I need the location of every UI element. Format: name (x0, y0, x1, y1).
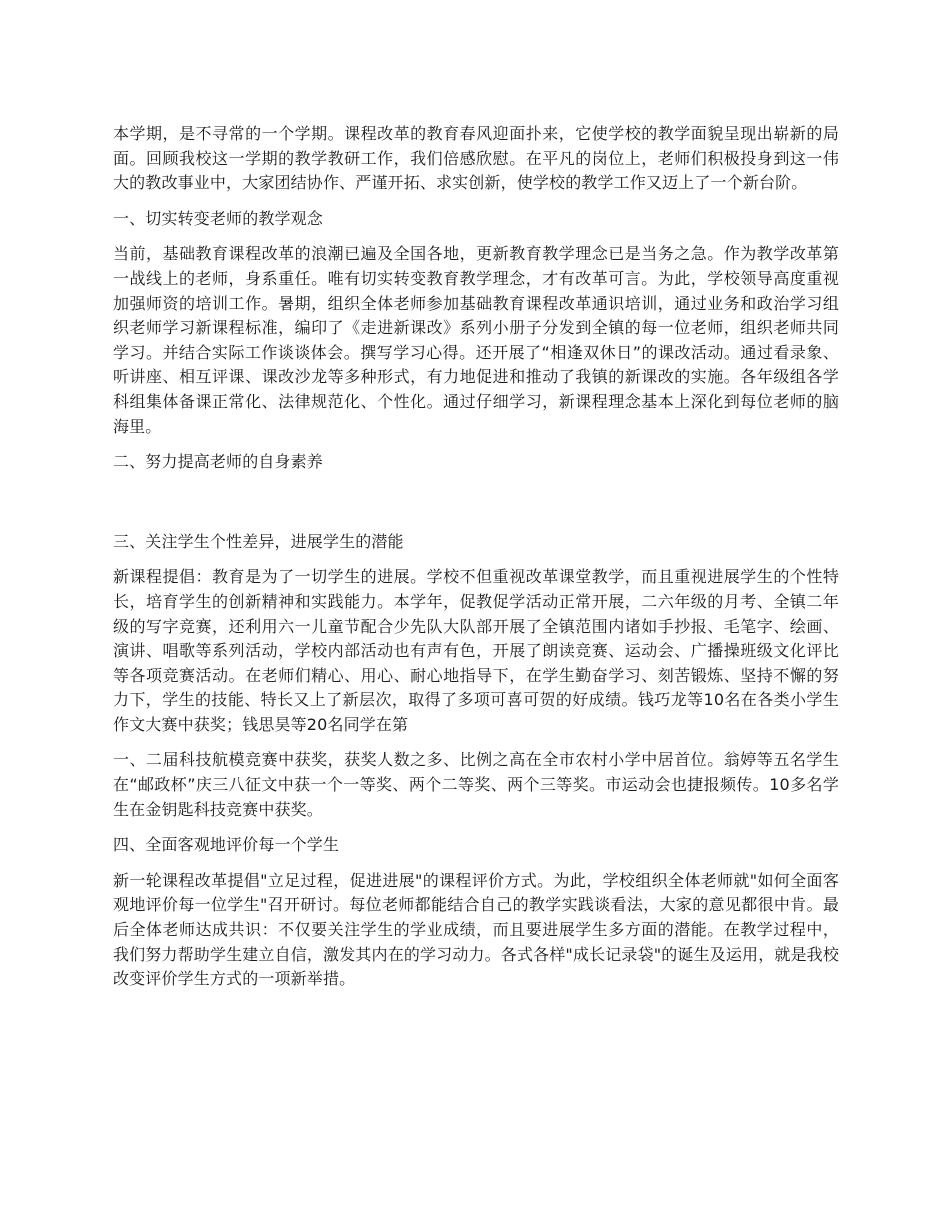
section-1-heading: 一、切实转变老师的教学观念 (113, 208, 323, 228)
section-3-heading: 三、关注学生个性差异，进展学生的潜能 (113, 531, 404, 551)
section-2-heading: 二、努力提高老师的自身素养 (113, 452, 323, 472)
section-4-heading: 四、全面客观地评价每一个学生 (113, 835, 340, 855)
section-1-paragraph: 当前，基础教育课程改革的浪潮已遍及全国各地，更新教育教学理念已是当务之急。作为教学改革第一战线上的老师，身系重任。唯有切实转变教育教学理念，才有改革可言。为此，学校领导高度重视加强师资的培训工作。暑期，组织全体老师参加基础教育课程改革通识培训，通过业务和政治学习组织老师学习新课程标准，编印了《走进新课改》系列小册子分发到全镇的每一位老师，组织老师共同学习。并结合实际工作谈谈体会。撰写学习心得。还开展了“相逢双休日”的课改活动。通过看录象、听讲座、相互评课、课改沙龙等多种形式，有力地促进和推动了我镇的新课改的实施。各年级组各学科组集体备课正常化、法律规范化、个性化。通过仔细学习，新课程理念基本上深化到每位老师的脑海里。 (113, 244, 839, 436)
intro-paragraph: 本学期，是不寻常的一个学期。课程改革的教育春风迎面扑来，它使学校的教学面貌呈现出崭新的局面。回顾我校这一学期的教学教研工作，我们倍感欣慰。在平凡的岗位上，老师们积极投身到这一伟大的教改事业中，大家团结协作、严谨开拓、求实创新，使学校的教学工作又迈上了一个新台阶。 (113, 124, 839, 193)
document-page (113, 122, 839, 1003)
blank-gap (113, 486, 839, 530)
section-3-paragraph: 新课程提倡：教育是为了一切学生的进展。学校不但重视改革课堂教学，而且重视进展学生的个性特长，培育学生的创新精神和实践能力。本学年，促教促学活动正常开展，二六年级的月考、全镇二年级的写字竞赛，还利用六一儿童节配合少先队大队部开展了全镇范围内诸如手抄报、毛笔字、绘画、演讲、唱歌等系列活动，学校内部活动也有声有色，开展了朗读竞赛、运动会、广播操班级文化评比等各项竞赛活动。在老师们精心、用心、耐心地指导下，在学生勤奋学习、刻苦锻炼、坚持不懈的努力下，学生的技能、特长又上了新层次，取得了多项可喜可贺的好成绩。钱巧龙等10名在各类小学生作文大赛中获奖；钱思昊等20名同学在第 (113, 567, 839, 734)
section-3-continuation: 一、二届科技航模竞赛中获奖，获奖人数之多、比例之高在全市农村小学中居首位。翁婷等五名学生在“邮政杯”庆三八征文中获一个一等奖、两个二等奖、两个三等奖。市运动会也捷报频传。10多名学生在金钥匙科技竞赛中获奖。 (113, 750, 839, 819)
section-4-paragraph: 新一轮课程改革提倡"立足过程，促进进展"的课程评价方式。为此，学校组织全体老师就"如何全面客观地评价每一位学生"召开研讨。每位老师都能结合自己的教学实践谈看法，大家的意见都很中肯。最后全体老师达成共识：不仅要关注学生的学业成绩，而且要进展学生多方面的潜能。在教学过程中，我们努力帮助学生建立自信，激发其内在的学习动力。各式各样"成长记录袋"的诞生及运用，就是我校改变评价学生方式的一项新举措。 (113, 870, 839, 989)
